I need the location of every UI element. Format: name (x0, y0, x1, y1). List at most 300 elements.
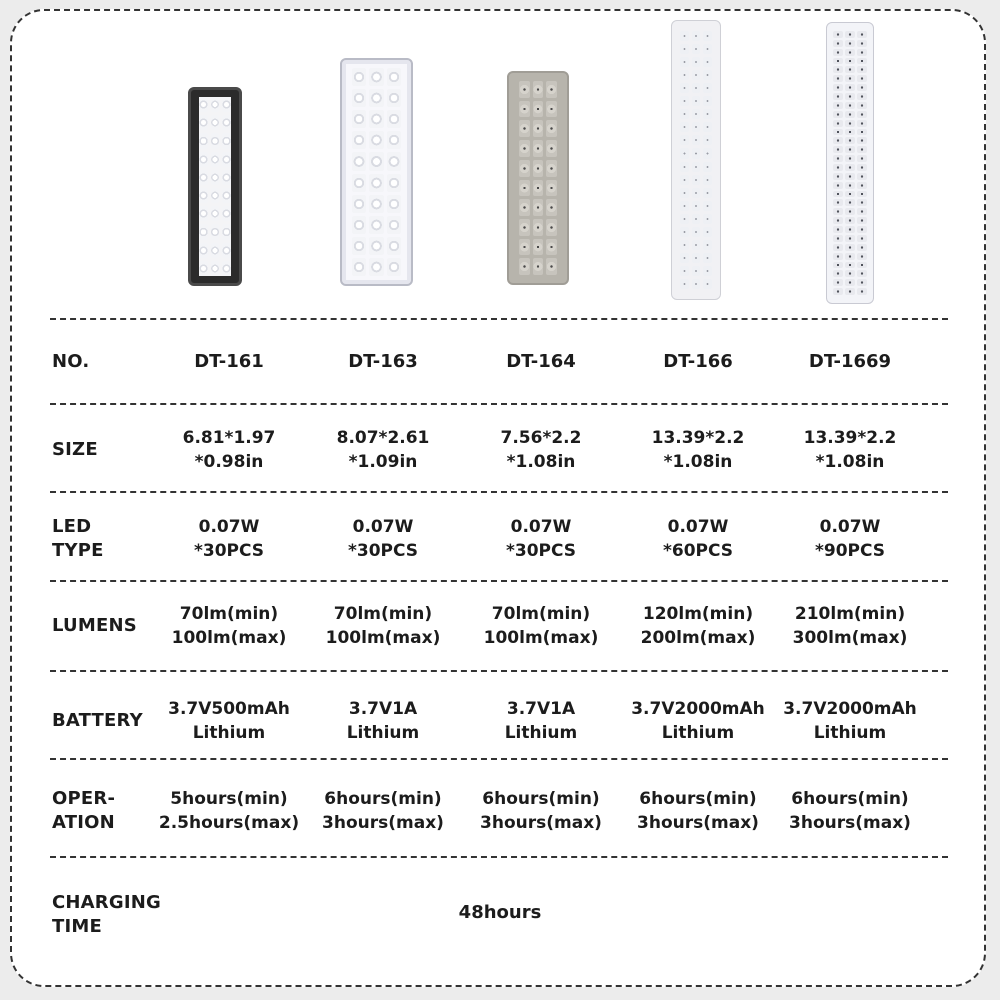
led-chip (845, 137, 855, 144)
led-chip (857, 84, 867, 91)
led-chip (369, 237, 383, 255)
led-chip (519, 120, 530, 137)
led-chip (692, 240, 701, 250)
led-chip (703, 201, 712, 211)
led-chip (211, 188, 220, 203)
row-label-no (52, 350, 89, 374)
cell-line: *30PCS (193, 541, 265, 561)
dt-1669-led-panel-image (826, 22, 874, 304)
cell-battery (308, 697, 458, 745)
cell-operation (308, 787, 458, 835)
led-chip (680, 240, 689, 250)
led-chip (703, 31, 712, 41)
led-chip (199, 133, 208, 148)
cell-line: 3.7V2000mAh (631, 699, 765, 719)
led-chip (546, 140, 557, 157)
led-chip (845, 244, 855, 251)
cell-line: 3.7V500mAh (168, 699, 290, 719)
led-chip (845, 84, 855, 91)
cell-line: 3hours(max) (637, 813, 759, 833)
cell-no (154, 350, 304, 374)
cell-line: 200lm(max) (640, 628, 756, 648)
led-chip (833, 208, 843, 215)
led-chip (845, 155, 855, 162)
led-chip (833, 235, 843, 242)
row-label-line: LUMENS (52, 615, 137, 636)
led-chip (833, 288, 843, 295)
row-label-line: TIME (52, 916, 102, 937)
led-chip (387, 216, 401, 234)
led-chip (222, 224, 231, 239)
row-label-line: TYPE (52, 540, 104, 561)
led-chip (857, 93, 867, 100)
cell-line: 13.39*2.2 (651, 428, 745, 448)
cell-line: 3.7V2000mAh (783, 699, 917, 719)
led-chip (352, 152, 366, 170)
cell-battery (154, 697, 304, 745)
led-chip (857, 155, 867, 162)
led-chip (703, 175, 712, 185)
cell-line: *1.08in (815, 452, 885, 472)
led-chip (857, 129, 867, 136)
led-chip (833, 217, 843, 224)
led-chip (680, 83, 689, 93)
led-chip (703, 135, 712, 145)
led-chip (199, 206, 208, 221)
led-chip (703, 44, 712, 54)
led-chip (857, 66, 867, 73)
row-label-line: ATION (52, 812, 115, 833)
led-chip (833, 58, 843, 65)
led-chip (546, 160, 557, 177)
led-chip (845, 235, 855, 242)
led-chip (533, 199, 544, 216)
led-chip (857, 111, 867, 118)
led-chip (833, 244, 843, 251)
led-chip (533, 101, 544, 118)
row-divider (50, 491, 948, 493)
led-chip (857, 31, 867, 38)
led-chip (211, 170, 220, 185)
led-chip (369, 68, 383, 86)
row-label-line: LED (52, 516, 92, 537)
led-chip (680, 44, 689, 54)
led-chip (546, 180, 557, 197)
led-chip (857, 199, 867, 206)
led-chip (845, 93, 855, 100)
led-chip (369, 131, 383, 149)
row-label-line: OPER- (52, 788, 116, 809)
led-chip (857, 253, 867, 260)
cell-line: *1.09in (348, 452, 418, 472)
cell-line: Lithium (813, 723, 887, 743)
led-chip (692, 253, 701, 263)
cell-line: 3hours(max) (789, 813, 911, 833)
led-chip (857, 49, 867, 56)
led-chip (692, 201, 701, 211)
led-chip (857, 102, 867, 109)
led-chip (199, 152, 208, 167)
led-chip (845, 217, 855, 224)
led-chip (845, 111, 855, 118)
led-chip (703, 227, 712, 237)
led-chip (533, 219, 544, 236)
led-chip (680, 214, 689, 224)
led-chip (546, 239, 557, 256)
cell-operation (775, 787, 925, 835)
led-chip (845, 31, 855, 38)
led-chip (703, 122, 712, 132)
led-chip (857, 173, 867, 180)
led-chip (692, 162, 701, 172)
cell-line: Lithium (661, 723, 735, 743)
led-chip (857, 137, 867, 144)
cell-line: 7.56*2.2 (500, 428, 582, 448)
led-chip (222, 188, 231, 203)
cell-lumens (308, 602, 458, 650)
led-chip (211, 224, 220, 239)
led-chip (857, 75, 867, 82)
led-chip (845, 40, 855, 47)
led-chip (845, 191, 855, 198)
led-chip (845, 288, 855, 295)
led-chip (833, 49, 843, 56)
cell-line: 3hours(max) (480, 813, 602, 833)
led-chip (833, 137, 843, 144)
led-chip (857, 270, 867, 277)
led-chip (857, 146, 867, 153)
led-grid (519, 81, 557, 275)
cell-operation (466, 787, 616, 835)
led-chip (833, 84, 843, 91)
led-chip (845, 173, 855, 180)
led-chip (857, 288, 867, 295)
cell-line: *60PCS (662, 541, 734, 561)
dt-161-led-panel-image (188, 87, 242, 286)
cell-no (308, 350, 458, 374)
cell-line: DT-164 (506, 351, 576, 372)
cell-line: 100lm(max) (483, 628, 599, 648)
row-label-line: SIZE (52, 439, 98, 460)
led-chip (833, 66, 843, 73)
led-chip (845, 58, 855, 65)
led-chip (680, 70, 689, 80)
led-chip (222, 206, 231, 221)
led-chip (211, 206, 220, 221)
cell-line: 100lm(max) (171, 628, 287, 648)
row-divider (50, 856, 948, 858)
cell-line: 70lm(min) (491, 604, 591, 624)
led-chip (352, 131, 366, 149)
cell-line: 3hours(max) (322, 813, 444, 833)
led-chip (546, 199, 557, 216)
led-chip (833, 146, 843, 153)
led-chip (857, 262, 867, 269)
led-chip (703, 214, 712, 224)
led-chip (369, 216, 383, 234)
cell-line: *0.98in (194, 452, 264, 472)
led-chip (352, 216, 366, 234)
led-chip (845, 120, 855, 127)
led-chip (519, 219, 530, 236)
led-chip (703, 266, 712, 276)
led-chip (845, 199, 855, 206)
led-chip (833, 129, 843, 136)
cell-battery (623, 697, 773, 745)
led-chip (833, 191, 843, 198)
cell-battery (466, 697, 616, 745)
led-chip (519, 140, 530, 157)
led-chip (833, 164, 843, 171)
led-chip (703, 162, 712, 172)
led-chip (845, 226, 855, 233)
cell-line: 0.07W (352, 517, 414, 537)
led-chip (199, 188, 208, 203)
led-chip (703, 188, 712, 198)
cell-line: DT-161 (194, 351, 264, 372)
led-chip (857, 226, 867, 233)
led-chip (546, 101, 557, 118)
dt-163-led-panel-image (340, 58, 413, 286)
led-chip (692, 57, 701, 67)
led-chip (369, 258, 383, 276)
led-chip (222, 115, 231, 130)
cell-size (466, 426, 616, 474)
led-chip (692, 122, 701, 132)
row-label-size (52, 438, 98, 462)
led-chip (692, 175, 701, 185)
led-chip (352, 68, 366, 86)
cell-line: 0.07W (667, 517, 729, 537)
led-chip (692, 279, 701, 289)
led-grid (199, 97, 231, 276)
row-label-line: BATTERY (52, 710, 143, 731)
cell-size (775, 426, 925, 474)
led-chip (692, 135, 701, 145)
led-chip (845, 164, 855, 171)
cell-line: 6hours(min) (639, 789, 757, 809)
led-chip (857, 182, 867, 189)
led-chip (845, 66, 855, 73)
cell-line: 0.07W (198, 517, 260, 537)
led-chip (833, 120, 843, 127)
led-chip (222, 133, 231, 148)
dt-166-led-panel-image (671, 20, 721, 300)
row-divider (50, 580, 948, 582)
led-chip (703, 96, 712, 106)
cell-size (308, 426, 458, 474)
cell-line: 13.39*2.2 (803, 428, 897, 448)
led-chip (703, 57, 712, 67)
cell-line: *1.08in (506, 452, 576, 472)
led-chip (352, 110, 366, 128)
led-chip (387, 174, 401, 192)
row-label-lumens (52, 614, 137, 638)
led-chip (533, 120, 544, 137)
cell-line: Lithium (192, 723, 266, 743)
led-chip (845, 253, 855, 260)
row-label-operation (52, 787, 115, 835)
cell-led-type (154, 515, 304, 563)
led-chip (352, 89, 366, 107)
cell-line: 0.07W (819, 517, 881, 537)
cell-no (466, 350, 616, 374)
led-chip (369, 152, 383, 170)
cell-charging-time: 48hours (458, 902, 542, 923)
cell-line: DT-166 (663, 351, 733, 372)
cell-led-type (308, 515, 458, 563)
led-chip (199, 224, 208, 239)
led-grid (680, 31, 712, 289)
led-chip (857, 217, 867, 224)
cell-line: 120lm(min) (642, 604, 754, 624)
cell-line: *1.08in (663, 452, 733, 472)
cell-line: *30PCS (347, 541, 419, 561)
led-chip (833, 270, 843, 277)
led-chip (692, 109, 701, 119)
cell-line: 300lm(max) (792, 628, 908, 648)
led-chip (833, 93, 843, 100)
led-chip (703, 240, 712, 250)
led-chip (533, 81, 544, 98)
led-chip (369, 174, 383, 192)
led-chip (519, 199, 530, 216)
cell-led-type (623, 515, 773, 563)
cell-line: 3.7V1A (348, 699, 418, 719)
led-chip (546, 219, 557, 236)
led-chip (211, 115, 220, 130)
cell-no (623, 350, 773, 374)
led-chip (692, 214, 701, 224)
led-chip (680, 148, 689, 158)
led-chip (833, 40, 843, 47)
led-chip (369, 110, 383, 128)
led-chip (387, 68, 401, 86)
led-chip (857, 40, 867, 47)
led-chip (703, 83, 712, 93)
product-images (0, 0, 1000, 310)
led-chip (680, 175, 689, 185)
led-chip (387, 89, 401, 107)
led-chip (352, 237, 366, 255)
cell-line: 70lm(min) (179, 604, 279, 624)
led-chip (845, 146, 855, 153)
cell-line: 100lm(max) (325, 628, 441, 648)
led-chip (387, 237, 401, 255)
cell-line: DT-163 (348, 351, 418, 372)
cell-operation (154, 787, 304, 835)
led-chip (692, 148, 701, 158)
led-chip (857, 244, 867, 251)
led-chip (533, 160, 544, 177)
led-chip (680, 162, 689, 172)
led-chip (833, 31, 843, 38)
led-chip (857, 235, 867, 242)
led-chip (680, 266, 689, 276)
cell-no (775, 350, 925, 374)
led-chip (519, 101, 530, 118)
led-chip (680, 31, 689, 41)
led-chip (546, 81, 557, 98)
led-chip (703, 148, 712, 158)
led-chip (845, 102, 855, 109)
led-chip (199, 97, 208, 112)
led-chip (680, 109, 689, 119)
led-chip (680, 201, 689, 211)
cell-lumens (623, 602, 773, 650)
row-divider (50, 670, 948, 672)
led-chip (692, 31, 701, 41)
cell-led-type (775, 515, 925, 563)
led-chip (387, 131, 401, 149)
row-label-led-type (52, 515, 104, 563)
led-chip (692, 96, 701, 106)
led-chip (845, 49, 855, 56)
led-chip (519, 239, 530, 256)
cell-line: 6hours(min) (791, 789, 909, 809)
led-chip (199, 261, 208, 276)
row-divider (50, 318, 948, 320)
led-chip (833, 262, 843, 269)
led-chip (680, 122, 689, 132)
led-grid (352, 68, 401, 276)
led-chip (519, 81, 530, 98)
cell-line: Lithium (346, 723, 420, 743)
led-chip (833, 199, 843, 206)
led-chip (703, 279, 712, 289)
cell-line: *90PCS (814, 541, 886, 561)
cell-lumens (775, 602, 925, 650)
led-chip (222, 152, 231, 167)
led-chip (199, 170, 208, 185)
led-chip (211, 133, 220, 148)
cell-line: 210lm(min) (794, 604, 906, 624)
led-chip (845, 279, 855, 286)
row-divider (50, 758, 948, 760)
led-chip (845, 262, 855, 269)
row-label-line: NO. (52, 351, 90, 372)
row-label-line: CHARGING (52, 892, 161, 913)
led-chip (680, 188, 689, 198)
led-chip (222, 97, 231, 112)
cell-lumens (466, 602, 616, 650)
cell-line: 3.7V1A (506, 699, 576, 719)
led-chip (352, 258, 366, 276)
led-chip (845, 182, 855, 189)
led-chip (833, 279, 843, 286)
cell-line: *30PCS (505, 541, 577, 561)
led-chip (692, 83, 701, 93)
row-divider (50, 403, 948, 405)
led-chip (199, 243, 208, 258)
led-chip (833, 155, 843, 162)
led-chip (833, 102, 843, 109)
cell-operation (623, 787, 773, 835)
led-chip (369, 195, 383, 213)
row-label-battery (52, 709, 143, 733)
led-chip (546, 120, 557, 137)
led-chip (692, 70, 701, 80)
led-chip (680, 57, 689, 67)
led-chip (519, 258, 530, 275)
led-chip (387, 258, 401, 276)
led-chip (352, 195, 366, 213)
led-chip (833, 111, 843, 118)
led-chip (680, 253, 689, 263)
cell-line: 2.5hours(max) (158, 813, 300, 833)
led-chip (857, 120, 867, 127)
led-chip (387, 110, 401, 128)
